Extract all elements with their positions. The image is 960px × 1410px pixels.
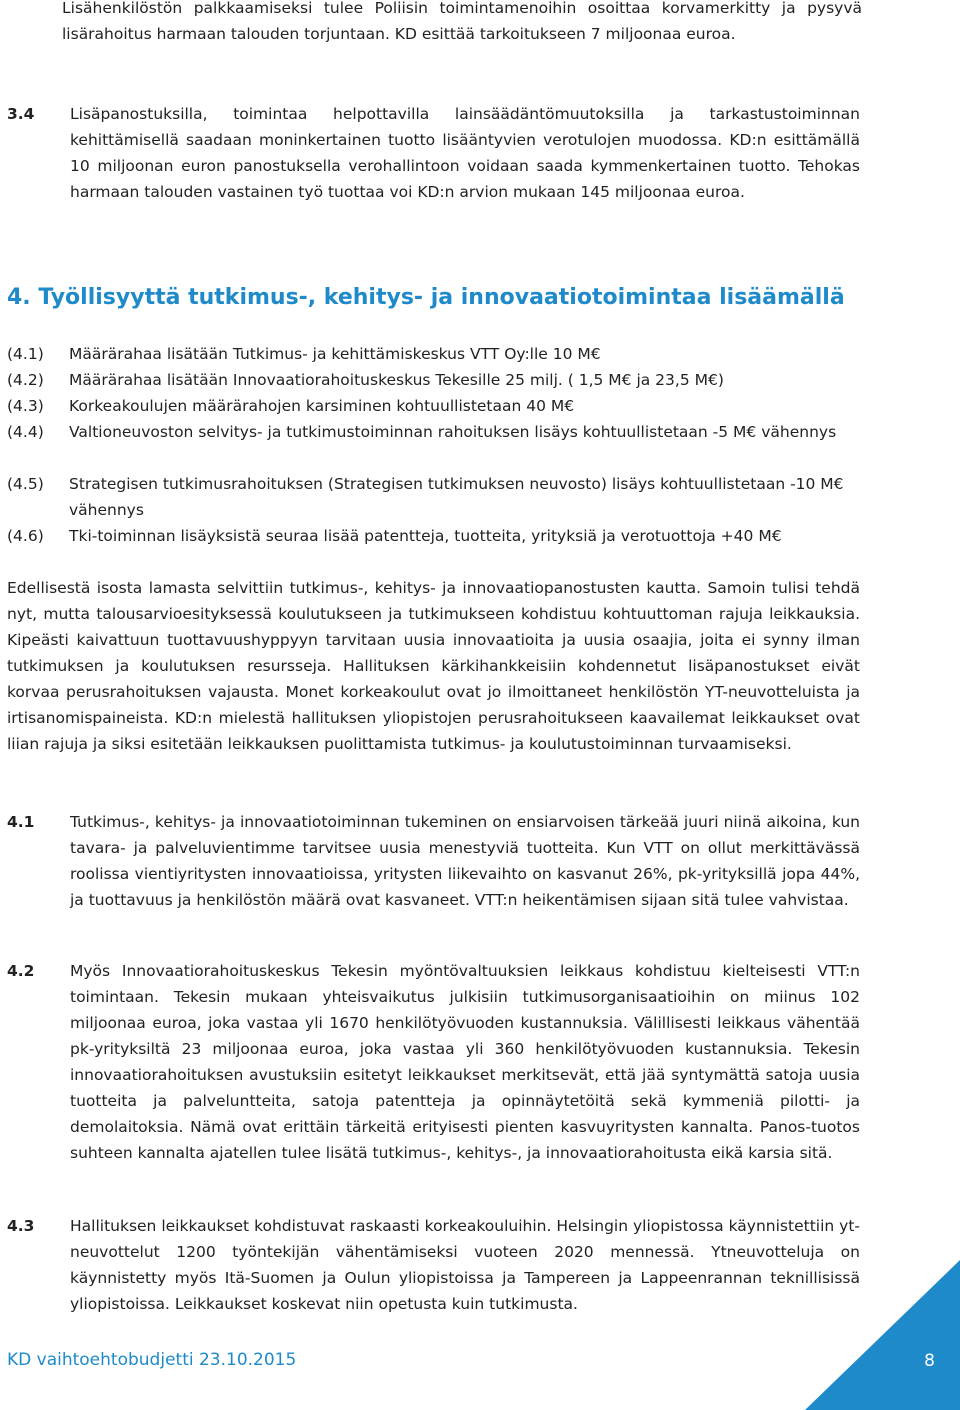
list-item-text: Määrärahaa lisätään Innovaatiorahoituskeskus Tekesille 25 milj. ( 1,5 M€ ja 23,5 M€) — [69, 371, 724, 389]
list-item — [7, 523, 887, 549]
section-4-1-text: Tutkimus-, kehitys- ja innovaatiotoiminnan tukeminen on ensiarvoisen tärkeää juuri niinä aikoina, kun tavara- ja palveluvientimme tarvitsee uusia menestyviä tuotteita. Kun VTT on ollut merkittävässä roolissa vientiyritysten innovaatioissa, yritysten liikevaihto on kasvanut 26%, pk-yrityksillä jopa 44%, ja tuottavuus ja henkilöstön määrä ovat kasvaneet. VTT:n heikentämisen sijaan sitä tulee vahvistaa. — [70, 813, 860, 909]
list-item-label: (4.1) — [7, 345, 44, 363]
section-number-4-2: 4.2 — [7, 962, 35, 980]
list-item — [7, 393, 887, 419]
list-item-text: Tki-toiminnan lisäyksistä seuraa lisää patentteja, tuotteita, yrityksiä ja verotuottoja +40 M€ — [69, 527, 782, 545]
list-item-text: Strategisen tutkimusrahoituksen (Strategisen tutkimuksen neuvosto) lisäys kohtuullistetaan -10 M€ vähennys — [69, 475, 844, 519]
list-item-text: Valtioneuvoston selvitys- ja tutkimustoiminnan rahoituksen lisäys kohtuullistetaan -5 M€ vähennys — [69, 423, 837, 441]
section-3-4-text: Lisäpanostuksilla, toimintaa helpottavilla lainsäädäntömuutoksilla ja tarkastustoiminnan kehittämisellä saadaan moninkertainen tuotto lisääntyvien verotulojen muodossa. KD:n esittämällä 10 miljoonan euron panostuksella verohallintoon voidaan saada kymmenkertainen tuotto. Tehokas harmaan talouden vastainen työ tuottaa voi KD:n arvion mukaan 145 miljoonaa euroa. — [70, 105, 860, 201]
footer-corner-triangle — [805, 1260, 960, 1410]
section-heading: 4. Työllisyyttä tutkimus-, kehitys- ja innovaatiotoimintaa lisäämällä — [7, 285, 845, 310]
list-item — [7, 367, 887, 393]
section-4-3-text: Hallituksen leikkaukset kohdistuvat raskaasti korkeakouluihin. Helsingin yliopistossa käynnistettiin yt-neuvottelut 1200 työntekijän vähentämiseksi vuoteen 2020 mennessä. Ytneuvotteluja on käynnistetty myös Itä-Suomen ja Oulun yliopistoissa ja Tampereen ja Lappeenrannan teknillisissä yliopistoissa. Leikkaukset koskevat niin opetusta kuin tutkimusta. — [70, 1217, 860, 1313]
page-number: 8 — [924, 1351, 935, 1371]
section-4-2-text: Myös Innovaatiorahoituskeskus Tekesin myöntövaltuuksien leikkaus kohdistuu kielteisesti VTT:n toimintaan. Tekesin mukaan yhteisvaikutus julkisiin tutkimusorganisaatioihin on miinus 102 miljoonaa euroa, joka vastaa yli 1670 henkilötyövuoden kustannuksia. Välillisesti leikkaus vähentää pk-yrityksiltä 23 miljoonaa euroa, joka vastaa yli 360 henkilötyövuoden kustannuksia. Tekesin innovaatiorahoituksen avustuksiin esitetyt leikkaukset merkitsevät, että jää syntymättä satoja uusia tuotteita ja palveluntteita, satoja patentteja ja opinnäytetöitä sekä kymmeniä pilotti- ja demolaitoksia. Nämä ovat erittäin tärkeitä erityisesti pienten kasvuyritysten kannalta. Panos-tuotos suhteen kannalta ajatellen tulee lisätä tutkimus-, kehitys-, ja innovaatiorahoitusta eikä karsia sitä. — [70, 962, 860, 1162]
list-item — [7, 341, 887, 367]
section-number-4-3: 4.3 — [7, 1217, 35, 1235]
list-item — [7, 419, 887, 471]
list-item-label: (4.4) — [7, 423, 44, 441]
list-item-label: (4.6) — [7, 527, 44, 545]
list-item-text: Määrärahaa lisätään Tutkimus- ja kehittämiskeskus VTT Oy:lle 10 M€ — [69, 345, 601, 363]
list-item — [7, 471, 887, 523]
body-paragraph: Edellisestä isosta lamasta selvittiin tutkimus-, kehitys- ja innovaatiopanostusten kautta. Samoin tulisi tehdä nyt, mutta talousarvioesityksessä koulutukseen ja tutkimukseen kohdistuu kohtuuttoman rajuja leikkauksia. Kipeästi kaivattuun tuottavuushyppyyn tarvitaan uusia innovaatioita ja uusia osaajia, joita ei synny ilman tutkimuksen ja koulutuksen resursseja. Hallituksen kärkihankkeisiin kohdennetut lisäpanostukset eivät korvaa perusrahoituksen vajausta. Monet korkeakoulut ovat jo ilmoittaneet henkilöstön YT-neuvotteluista ja irtisanomispaineista. KD:n mielestä hallituksen yliopistojen perusrahoitukseen kaavailemat leikkaukset ovat liian rajuja ja siksi esitetään leikkauksen puolittamista tutkimus- ja koulutustoiminnan turvaamiseksi. — [7, 579, 860, 753]
list-item-label: (4.3) — [7, 397, 44, 415]
section-number-4-1: 4.1 — [7, 813, 35, 831]
intro-paragraph: Lisähenkilöstön palkkaamiseksi tulee Poliisin toimintamenoihin osoittaa korvamerkitty ja pysyvä lisärahoitus harmaan talouden torjuntaan. KD esittää tarkoitukseen 7 miljoonaa euroa. — [62, 0, 862, 43]
list-item-label: (4.5) — [7, 475, 44, 493]
footer-title: KD vaihtoehtobudjetti 23.10.2015 — [7, 1350, 297, 1370]
list-item-text: Korkeakoulujen määrärahojen karsiminen kohtuullistetaan 40 M€ — [69, 397, 575, 415]
list-item-label: (4.2) — [7, 371, 44, 389]
section-number-3-4: 3.4 — [7, 105, 35, 123]
